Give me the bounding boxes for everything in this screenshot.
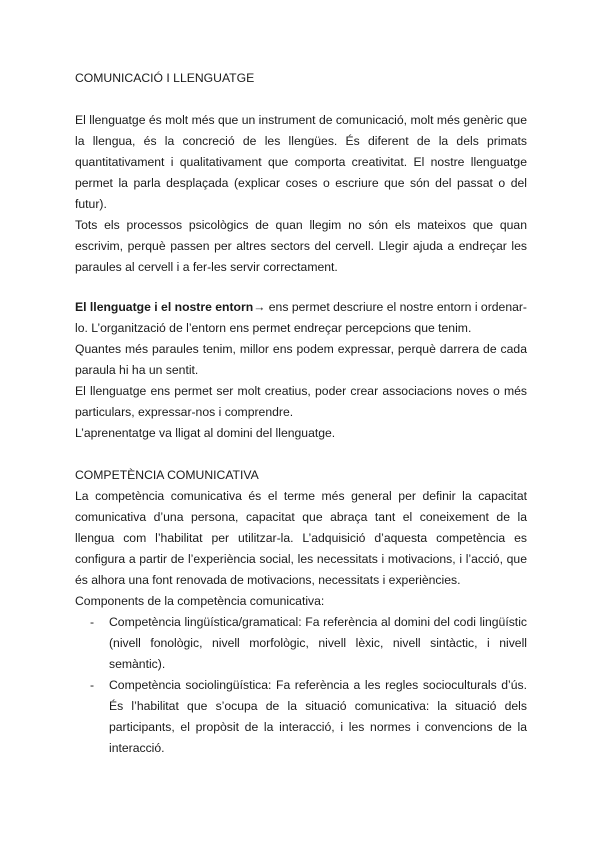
list-item-text: Competència sociolingüística: Fa referència a les regles socioculturals d’ús. És l’habilitat que s’ocupa de la situació comunicativa: la situació dels participants, el propòsit de la interacció, i les normes i convencions de la interacció.	[109, 678, 527, 755]
components-intro: Components de la competència comunicativa:	[75, 594, 325, 608]
spacer	[75, 278, 527, 297]
list-item-text: Competència lingüística/gramatical: Fa referència al domini del codi lingüístic (nivell fonològic, nivell morfològic, nivell lèxic, nivell sintàctic, i nivell semàntic).	[109, 615, 527, 671]
dash-bullet-icon: -	[90, 678, 95, 692]
entorn-paragraph-1	[75, 297, 527, 339]
intro-paragraph-2: Tots els processos psicològics de quan llegim no són els mateixos que quan escrivim, perquè passen per altres sectors del cervell. Llegir ajuda a endreçar les paraules al cervell i a fer-les servir correctament.	[75, 218, 527, 274]
entorn-heading: El llenguatge i el nostre entorn	[75, 300, 254, 314]
dash-bullet-icon: -	[90, 615, 95, 629]
document-page	[75, 68, 527, 759]
document-title: COMUNICACIÓ I LLENGUATGE	[75, 71, 255, 85]
entorn-paragraph-4: L’aprenentatge va lligat al domini del llenguatge.	[75, 426, 336, 440]
spacer	[75, 444, 527, 465]
entorn-paragraph-1-text: ens permet descriure el nostre entorn i ordenar-lo. L’organització de l’entorn ens permet endreçar percepcions que tenim.	[75, 300, 527, 335]
entorn-paragraph-3: El llenguatge ens permet ser molt creatius, poder crear associacions noves o més particulars, expressar-nos i comprendre.	[75, 384, 527, 419]
entorn-paragraph-2: Quantes més paraules tenim, millor ens podem expressar, perquè darrera de cada paraula hi ha un sentit.	[75, 342, 527, 377]
intro-paragraph-1: El llenguatge és molt més que un instrument de comunicació, molt més genèric que la llengua, és la concreció de les llengües. És diferent de la dels primats quantitativament i qualitativament que comporta creativitat. El nostre llenguatge permet la parla desplaçada (explicar coses o escriure que són del passat o del futur).	[75, 113, 527, 211]
competencia-paragraph: La competència comunicativa és el terme més general per definir la capacitat comunicativa d’una persona, capacitat que abraça tant el coneixement de la llengua com l’habilitat per utilitzar-la. L’adquisició d’aquesta competència es configura a partir de l’experiència social, les necessitats i motivacions, i l’acció, que és alhora una font renovada de motivacions, necessitats i experiències.	[75, 489, 527, 587]
components-list	[75, 612, 527, 759]
section-heading-competencia: COMPETÈNCIA COMUNICATIVA	[75, 468, 259, 482]
list-item	[75, 675, 527, 759]
arrow-icon: →	[253, 300, 266, 314]
list-item	[75, 612, 527, 675]
